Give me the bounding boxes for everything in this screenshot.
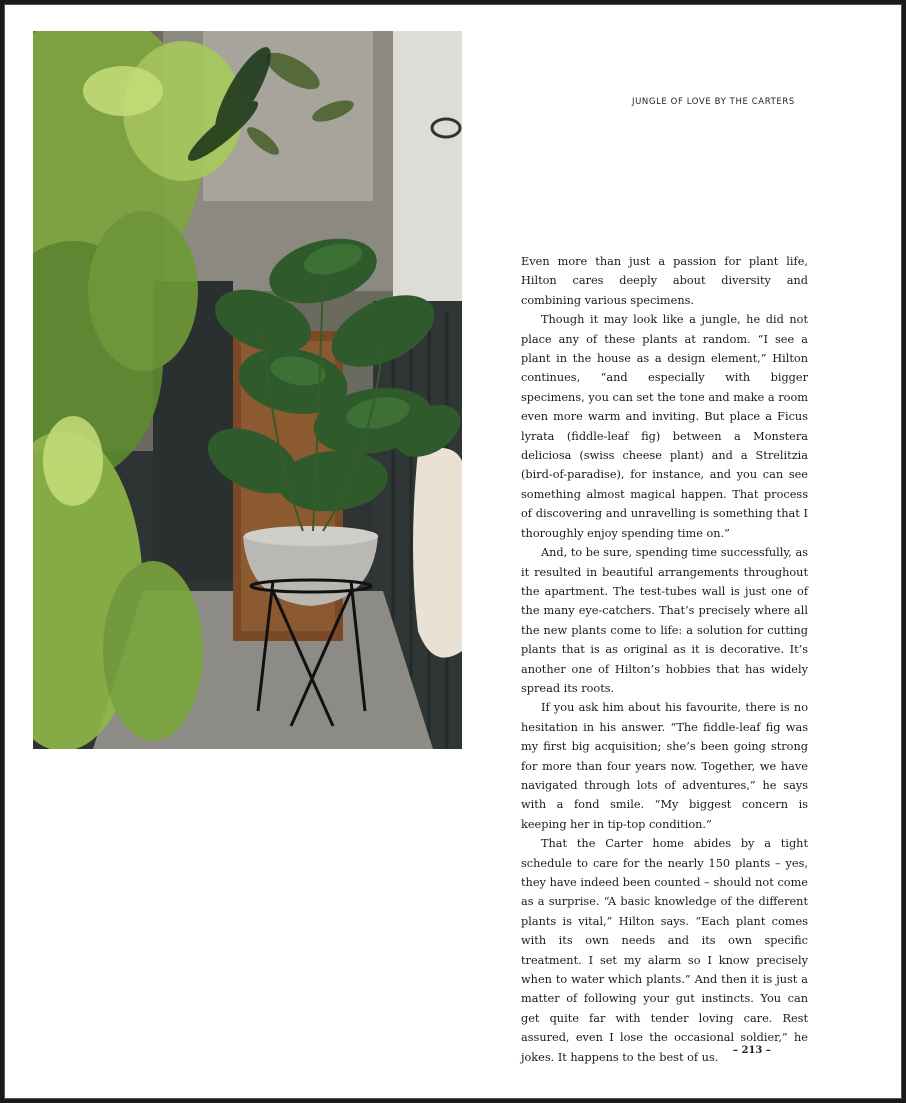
running-head: JUNGLE OF LOVE BY THE CARTERS (632, 97, 795, 107)
paragraph: And, to be sure, spending time successfully, as it resulted in beautiful arrangements throughout the apartment. The test-tubes wall is just one of the many eye-catchers. That’s precisely where all the new plants come to life: a solution for cutting plants that is as original as it is decorative. It’s another one of Hilton’s hobbies that has widely spread its roots. (521, 546, 808, 695)
article-body (521, 252, 808, 1067)
paragraph: Even more than just a passion for plant life, Hilton cares deeply about diversity and combining various specimens. (521, 255, 808, 307)
page-number: – 213 – (733, 1045, 771, 1056)
monstera-photo (33, 31, 462, 749)
paragraph: That the Carter home abides by a tight schedule to care for the nearly 150 plants – yes, they have indeed been counted – should not come as a surprise. “A basic knowledge of the different plants is vital,” Hilton says. “Each plant comes with its own needs and its own specific treatment. I set my alarm so I know precisely when to water which plants.” And then it is just a matter of following your gut instincts. You can get quite far with tender loving care. Rest assured, even I lose the occasional soldier,” he jokes. It happens to the best of us. (521, 837, 808, 1064)
paragraph: If you ask him about his favourite, there is no hesitation in his answer. “The fiddle-leaf fig was my first big acquisition; she’s been going strong for more than four years now. Together, we have navigated through lots of adventures,” he says with a fond smile. “My biggest concern is keeping her in tip-top condition.” (521, 701, 808, 831)
paragraph: Though it may look like a jungle, he did not place any of these plants at random. “I see a plant in the house as a design element,” Hilton continues, “and especially with bigger specimens, you can set the tone and make a room even more warm and inviting. But place a Ficus lyrata (fiddle-leaf fig) between a Monstera deliciosa (swiss cheese plant) and a Strelitzia (bird-of-paradise), for instance, and you can see something almost magical happen. That process of discovering and unravelling is something that I thoroughly enjoy spending time on.” (521, 313, 808, 540)
